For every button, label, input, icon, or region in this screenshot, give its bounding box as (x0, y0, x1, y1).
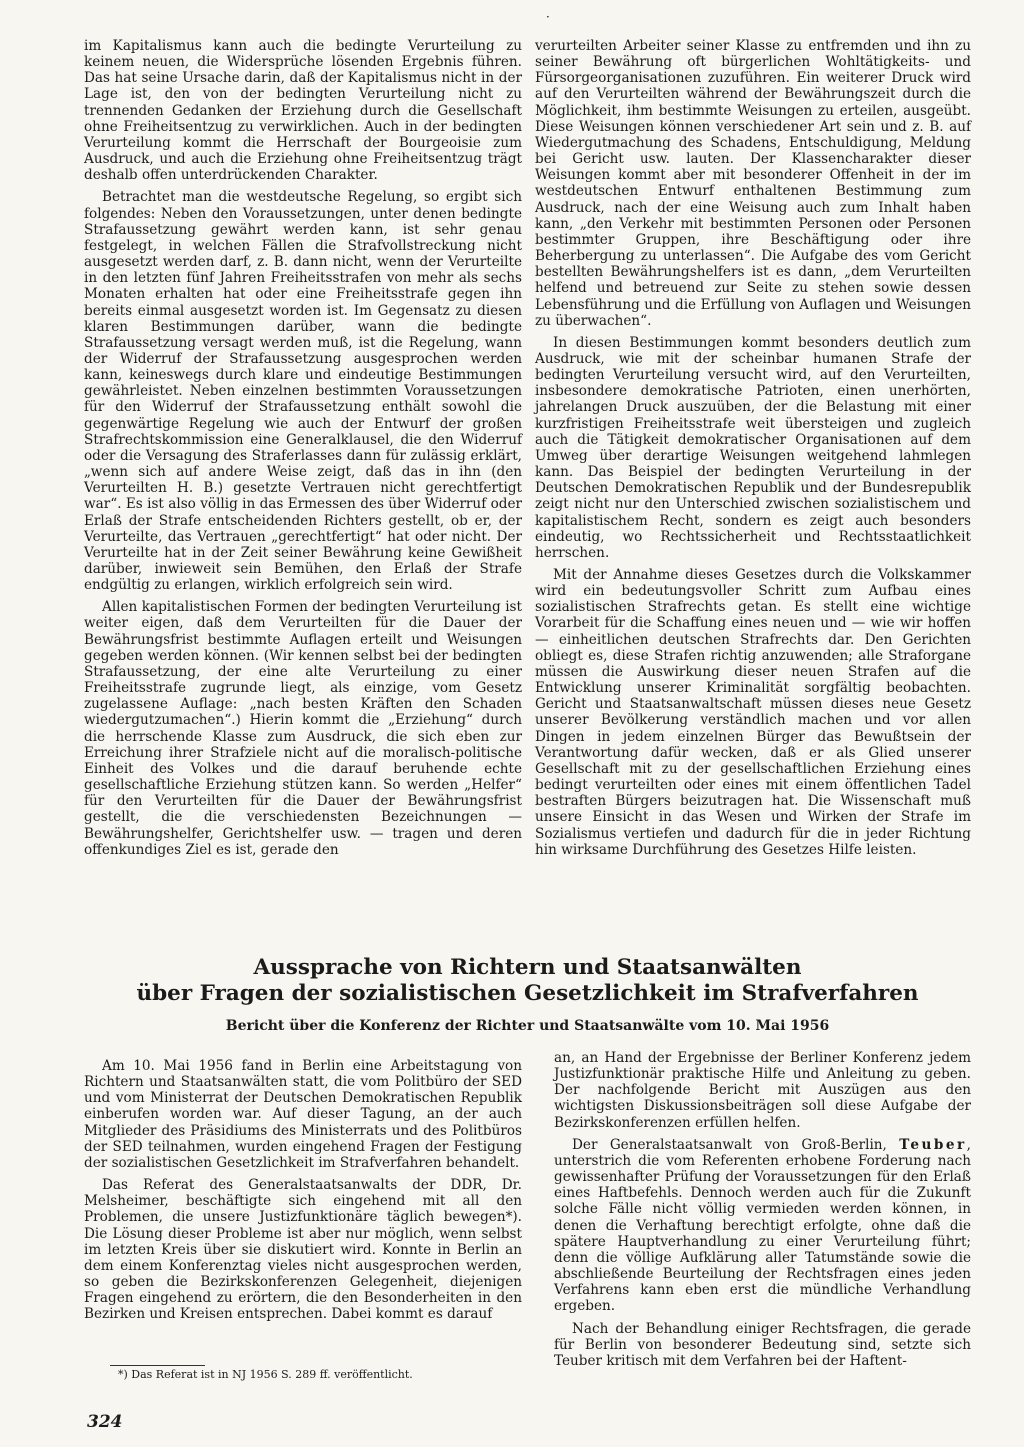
paragraph: In diesen Bestimmungen kommt besonders deutlich zum Ausdruck, wie mit der scheinbar humanen Strafe der bedingten Verurteilung versucht wird, auf den Verurteilten, insbesondere demokratische Patrioten, einen unerhörten, jahrelangen Druck auszuüben, der die Belastung mit einer kurzfristigen Freiheitsstrafe weit übersteigen und zugleich auch die Tätigkeit demokratischer Organisationen auf dem Umweg über derartige Weisungen weitgehend lahmlegen kann. Das Beispiel der bedingten Verurteilung in der Deutschen Demokratischen Republik und der Bundesrepublik zeigt nicht nur den Unterschied zwischen sozialistischem und kapitalistischem Recht, sondern es zeigt auch besonders eindeutig, wo Rechtssicherheit und Rechtsstaatlichkeit herrschen. (535, 334, 971, 561)
paragraph: Allen kapitalistischen Formen der bedingten Verurteilung ist weiter eigen, daß dem Verurteilten für die Dauer der Bewährungsfrist bestimmte Auflagen erteilt und Weisungen gegeben werden können. (Wir kennen selbst bei der bedingten Strafaussetzung, der eine alte Verurteilung zu einer Freiheitsstrafe zugrunde liegt, als einzige, vom Gesetz zugelassene Auflage: „nach besten Kräften den Schaden wiedergutzumachen“.) Hierin kommt die „Erziehung“ durch die herrschende Klasse zum Ausdruck, die sich eben zur Erreichung ihrer Strafziele nicht auf die moralisch-politische Einheit des Volkes und die darauf beruhende echte gesellschaftliche Erziehung stützen kann. So werden „Helfer“ für den Verurteilten für die Dauer der Bewährungsfrist gestellt, die die verschiedensten Bezeichnungen — Bewährungshelfer, Gerichtshelfer usw. — tragen und deren offenkundiges Ziel es ist, gerade den (84, 599, 522, 858)
paragraph: im Kapitalismus kann auch die bedingte Verurteilung zu keinem neuen, die Widersprüche lösenden Ergebnis führen. Das hat seine Ursache darin, daß der Kapitalismus nicht in der Lage ist, den von der bedingten Verurteilung nicht zu trennenden Gedanken der Erziehung durch die Gesellschaft ohne Freiheitsentzug zu verwirklichen. Auch in der bedingten Verurteilung kommt die Herrschaft der Bourgeoisie zum Ausdruck, und auch die Erziehung ohne Freiheitsentzug trägt deshalb offen unterdrückenden Charakter. (84, 38, 522, 184)
paragraph: Am 10. Mai 1956 fand in Berlin eine Arbeitstagung von Richtern und Staatsanwälten statt, die vom Politbüro der SED und vom Ministerrat der Deutschen Demokratischen Republik einberufen worden war. Auf dieser Tagung, an der auch Mitglieder des Präsidiums des Ministerrats und des Politbüros der SED teilnahmen, wurden eingehend Fragen der Festigung der sozialistischen Gesetzlichkeit im Strafverfahren behandelt. (84, 1058, 522, 1171)
page-number: 324 (87, 1412, 123, 1432)
top-mark: · (546, 10, 550, 24)
paragraph: Mit der Annahme dieses Gesetzes durch die Volkskammer wird ein bedeutungsvoller Schritt zum Aufbau eines sozialistischen Strafrechts getan. Es stellt eine wichtige Vorarbeit für die Schaffung eines neuen und — wie wir hoffen — einheitlichen deutschen Strafrechts dar. Den Gerichten obliegt es, diese Strafen richtig anzuwenden; alle Straforgane müssen die Auswirkung dieser neuen Strafen auf die Entwicklung unserer Kriminalität sorgfältig beobachten. Gericht und Staatsanwaltschaft müssen dieses neue Gesetz unserer Bevölkerung verständlich machen und vor allen Dingen in jedem einzelnen Bürger das Bewußtsein der Verantwortung dafür wecken, daß er als Glied unserer Gesellschaft mit zu der gesellschaftlichen Erziehung eines bedingt verurteilten oder eines mit einem öffentlichen Tadel bestraften Bürgers beizutragen hat. Die Wissenschaft muß unsere Einsicht in das Wesen und Wirken der Strafe im Sozialismus vertiefen und dadurch für die in jeder Richtung hin wirksame Durchführung des Gesetzes Hilfe leisten. (535, 567, 971, 858)
paragraph-rest: , unterstrich die vom Referenten erhobene Forderung nach gewissenhafter Prüfung der Voraussetzungen für den Erlaß eines Haftbefehls. Dennoch werden auch für die Zukunft solche Fälle nicht völlig vermieden werden können, in denen die Verhaftung berechtigt erfolgte, ohne daß die spätere Hauptverhandlung zu einer Verurteilung führt; denn die völlige Aufklärung aller Tatumstände sowie die abschließende Beurteilung der Rechtsfragen eines jeden Verfahrens kann eben erst die mündliche Verhandlung ergeben. (554, 1136, 971, 1315)
person-name: Teuber (899, 1136, 967, 1153)
column-bottom-left (84, 1058, 522, 1329)
footnote: *) Das Referat ist in NJ 1956 S. 289 ff. veröffentlicht. (118, 1368, 413, 1381)
paragraph: an, an Hand der Ergebnisse der Berliner Konferenz jedem Justizfunktionär praktische Hilfe und Anleitung zu geben. Der nachfolgende Bericht mit Auszügen aus den wichtigsten Diskussionsbeiträgen soll diese Aufgabe der Bezirkskonferenzen erfüllen helfen. (554, 1050, 971, 1131)
article-title-line-1: Aussprache von Richtern und Staatsanwälten (253, 955, 802, 980)
paragraph: Betrachtet man die westdeutsche Regelung, so ergibt sich folgendes: Neben den Voraussetzungen, unter denen bedingte Strafaussetzung gewährt werden kann, ist sehr genau festgelegt, in welchen Fällen die Strafvollstreckung nicht ausgesetzt werden darf, z. B. dann nicht, wenn der Verurteilte in den letzten fünf Jahren Freiheitsstrafen von mehr als sechs Monaten erhalten hat oder eine Freiheitsstrafe gegen ihn bereits einmal ausgesetzt worden ist. Im Gegensatz zu diesen klaren Bestimmungen darüber, wann die bedingte Strafaussetzung versagt werden muß, ist die Regelung, wann der Widerruf der Strafaussetzung ausgesprochen werden kann, keineswegs durch klare und eindeutige Bestimmungen gewährleistet. Neben einzelnen bestimmten Voraussetzungen für den Widerruf der Strafaussetzung enthält sowohl die gegenwärtige Regelung wie auch der Entwurf der großen Strafrechtskommission eine Generalklausel, die den Widerruf oder die Versagung des Straferlasses dann für zulässig erklärt, „wenn sich auf andere Weise zeigt, daß das in ihn (den Verurteilten H. B.) gesetzte Vertrauen nicht gerechtfertigt war“. Es ist also völlig in das Ermessen des über Widerruf oder Erlaß der Strafe entscheidenden Richters gestellt, ob er, der Verurteilte, das Vertrauen „gerechtfertigt“ hat oder nicht. Der Verurteilte hat in der Zeit seiner Bewährung keine Gewißheit darüber, inwieweit sein Bemühen, den Erlaß der Strafe endgültig zu erlangen, wirklich erfolgreich sein wird. (84, 189, 522, 594)
paragraph-lead: Der Generalstaatsanwalt von Groß-Berlin, (572, 1136, 887, 1153)
paragraph: Nach der Behandlung einiger Rechtsfragen, die gerade für Berlin von besonderer Bedeutung sind, setzte sich Teuber kritisch mit dem Verfahren bei der Haftent- (554, 1320, 971, 1369)
column-bottom-right (554, 1050, 971, 1375)
paragraph: Das Referat des Generalstaatsanwalts der DDR, Dr. Melsheimer, beschäftigte sich eingehend mit all den Problemen, die unsere Justizfunktionäre täglich bewegen*). Die Lösung dieser Probleme ist aber nur möglich, wenn selbst im letzten Kreis über sie diskutiert wird. Konnte in Berlin an dem einem Konferenztag vieles nicht ausgesprochen werden, so geben die Bezirkskonferenzen Gelegenheit, diejenigen Fragen eingehend zu erörtern, die den Besonderheiten in den Bezirken und Kreisen entsprechen. Dabei kommt es darauf (84, 1177, 522, 1323)
paragraph (554, 1137, 971, 1315)
article-subtitle: Bericht über die Konferenz der Richter und Staatsanwälte vom 10. Mai 1956 (225, 1018, 830, 1034)
column-top-left (84, 38, 522, 864)
paragraph: verurteilten Arbeiter seiner Klasse zu entfremden und ihn zu seiner Bewährung oft bürgerlichen Wohltätigkeits- und Fürsorgeorganisationen zuzuführen. Ein weiterer Druck wird auf den Verurteilten während der Bewährungszeit durch die Möglichkeit, ihm bestimmte Weisungen zu erteilen, ausgeübt. Diese Weisungen können verschiedener Art sein und z. B. auf Wiedergutmachung des Schadens, Entschuldigung, Meldung bei Gericht usw. lauten. Der Klassencharakter dieser Weisungen kommt aber mit besonderer Offenheit in der im westdeutschen Entwurf enthaltenen Bestimmung zum Ausdruck, nach der eine Weisung auch zum Inhalt haben kann, „den Verkehr mit bestimmten Personen oder Personen bestimmter Gruppen, ihre Beschäftigung oder ihre Beherbergung zu unterlassen“. Die Aufgabe des vom Gericht bestellten Bewährungshelfers ist es dann, „dem Verurteilten helfend und betreuend zur Seite zu stehen sowie dessen Lebensführung und die Erfüllung von Auflagen und Weisungen zu überwachen“. (535, 38, 971, 329)
footnote-rule (110, 1365, 205, 1366)
column-top-right (535, 38, 971, 864)
article-title-line-2: über Fragen der sozialistischen Gesetzlichkeit im Strafverfahren (136, 981, 919, 1006)
